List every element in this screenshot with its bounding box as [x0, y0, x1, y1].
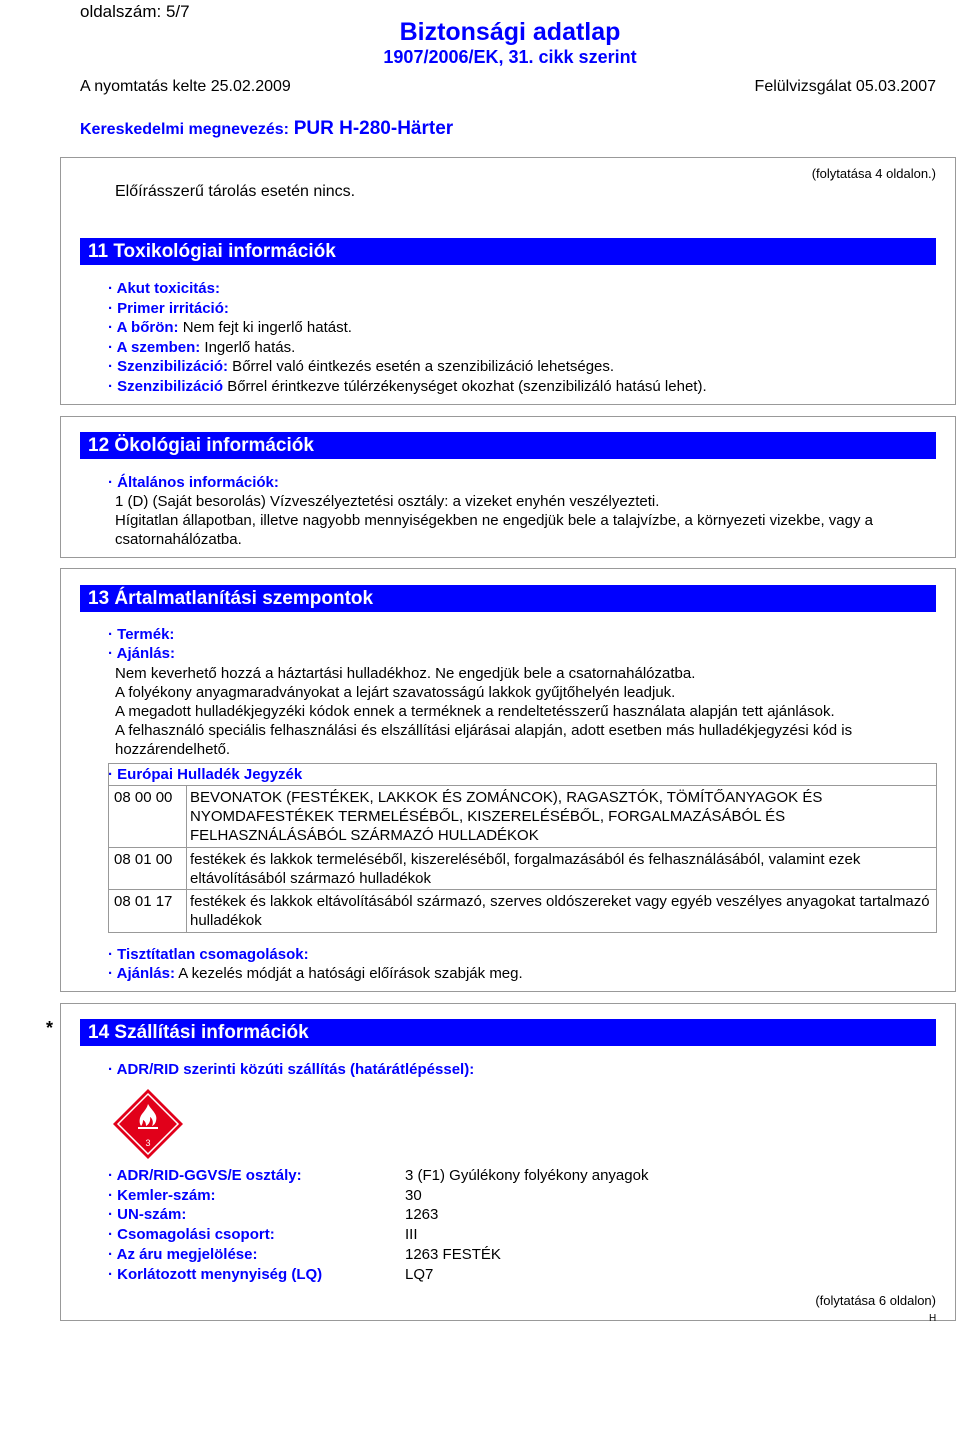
ewc-row	[108, 788, 937, 845]
general-info-label: · Általános információk:	[108, 474, 279, 491]
transport-label: · ADR/RID-GGVS/E osztály:	[108, 1167, 302, 1184]
tox-label: · A szemben:	[108, 338, 201, 356]
storage-note: Előírásszerű tárolás esetén nincs.	[115, 183, 356, 200]
trade-name: PUR H-280-Härter	[293, 118, 454, 139]
trade-name-label: Kereskedelmi megnevezés:	[80, 121, 289, 138]
revision-star: *	[46, 1018, 54, 1038]
ewc-code: 08 01 00	[114, 851, 173, 868]
tox-label: · Szenzibilizáció:	[108, 358, 229, 375]
section-14-title: 14 Szállítási információk	[80, 1019, 936, 1046]
packaging-recommendation	[108, 964, 523, 983]
recommendation-line: A megadott hulladékjegyzéki kódok ennek a terméknek a rendeltetésszerű használata alapján tett ajánlások.	[115, 703, 835, 720]
ewc-code: 08 00 00	[114, 789, 173, 806]
transport-value: 30	[405, 1186, 422, 1204]
transport-value: 1263 FESTÉK	[405, 1245, 501, 1263]
ewc-label: · Európai Hulladék Jegyzék	[108, 766, 303, 783]
trade-name-row	[80, 118, 453, 140]
tox-label: · Primer irritáció:	[108, 299, 229, 317]
transport-value: LQ7	[405, 1265, 434, 1283]
flammable-hazard-icon	[112, 1088, 184, 1160]
transport-label: · Az áru megjelölése:	[108, 1245, 258, 1263]
ewc-description: BEVONATOK (FESTÉKEK, LAKKOK ÉS ZOMÁNCOK), RAGASZTÓK, TÖMÍTŐANYAGOK ÉS NYOMDAFESTÉKEK TERMELÉSÉBŐL, KISZERELÉSÉBŐL, FORGALMAZÁSÁBÓL ÉS FELHASZNÁLÁSÁBÓL SZÁRMAZÓ HULLADÉKOK	[190, 789, 823, 844]
ewc-divider	[108, 785, 937, 786]
recommendation-label: · Ajánlás:	[108, 645, 175, 662]
tox-line	[108, 377, 707, 396]
tox-label: · A bőrön:	[108, 319, 179, 336]
tox-text: Ingerlő hatás.	[200, 338, 296, 356]
transport-value: III	[405, 1226, 418, 1244]
tox-text: Nem fejt ki ingerlő hatást.	[178, 319, 352, 336]
environment-text: Hígitatlan állapotban, illetve nagyobb mennyiségekben ne engedjük bele a talajvízbe, a környezeti vizekbe, vagy a csatornahálózatba.	[115, 512, 873, 548]
print-date: A nyomtatás kelte 25.02.2009	[80, 78, 291, 95]
tox-line	[108, 279, 220, 298]
packaging-recommendation-label: · Ajánlás:	[108, 965, 175, 982]
transport-label: · Kemler-szám:	[108, 1186, 216, 1204]
review-date: Felülvizsgálat 05.03.2007	[754, 78, 936, 95]
ewc-column-divider	[186, 785, 187, 933]
tox-line	[108, 357, 614, 376]
uncleaned-packaging-label: · Tisztítatlan csomagolások:	[108, 946, 309, 963]
ewc-row	[108, 892, 937, 930]
transport-value: 1263	[405, 1206, 439, 1224]
tox-label: · Szenzibilizáció	[108, 377, 224, 395]
document-title: Biztonsági adatlap	[399, 18, 621, 46]
ewc-divider	[108, 847, 937, 848]
document-subtitle: 1907/2006/EK, 31. cikk szerint	[383, 47, 637, 67]
packaging-recommendation-text: A kezelés módját a hatósági előírások szabják meg.	[174, 965, 523, 982]
transport-value: 3 (F1) Gyúlékony folyékony anyagok	[405, 1167, 649, 1184]
tox-line	[108, 299, 229, 318]
tox-text: Bőrrel érintkezve túlérzékenységet okozhat (szenzibilizáló hatású lehet).	[223, 377, 707, 395]
section-12-title: 12 Ökológiai információk	[80, 432, 936, 459]
tox-text: Bőrrel való éintkezés esetén a szenzibilizáció lehetséges.	[228, 358, 615, 375]
transport-label: · Korlátozott menynyiség (LQ)	[108, 1265, 323, 1283]
transport-label: · Csomagolási csoport:	[108, 1226, 275, 1244]
tox-line	[108, 338, 295, 357]
hazard-class-number: 3	[145, 1138, 151, 1148]
footer-mark: H	[929, 1313, 937, 1324]
adr-rid-label: · ADR/RID szerinti közúti szállítás (határátlépéssel):	[108, 1061, 475, 1078]
ewc-description: festékek és lakkok eltávolításából származó, szerves oldószereket vagy egyéb veszélyes anyagokat tartalmazó hulladékok	[190, 893, 930, 929]
recommendation-line: A felhasználó speciális felhasználási és elszállítási eljárásai alapján, adott esetben más hulladékjegyzési kód is hozzárendelhető.	[115, 722, 853, 758]
transport-label: · UN-szám:	[108, 1206, 187, 1224]
continued-from: (folytatása 4 oldalon.)	[811, 166, 936, 181]
ewc-row	[108, 850, 937, 888]
water-hazard-text: 1 (D) (Saját besorolás) Vízveszélyeztetési osztály: a vizeket enyhén veszélyezteti.	[115, 493, 660, 510]
ewc-description: festékek és lakkok termeléséből, kiszereléséből, forgalmazásából és felhasználásából, valamint ezek eltávolításából származó hulladékok	[190, 851, 861, 887]
tox-label: · Akut toxicitás:	[108, 280, 220, 297]
section-11-title: 11 Toxikológiai információk	[80, 238, 936, 265]
ewc-divider	[108, 889, 937, 890]
continued-to: (folytatása 6 oldalon)	[815, 1293, 936, 1308]
recommendation-line: Nem keverhető hozzá a háztartási hulladékhoz. Ne engedjük bele a csatornahálózatba.	[115, 665, 696, 682]
recommendation-line: A folyékony anyagmaradványokat a lejárt szavatosságú lakkok gyűjtőhelyén leadjuk.	[115, 684, 676, 701]
product-label: · Termék:	[108, 626, 175, 643]
section-13-title: 13 Ártalmatlanítási szempontok	[80, 585, 936, 612]
page-number: oldalszám: 5/7	[80, 2, 190, 21]
tox-line	[108, 318, 352, 337]
ewc-code: 08 01 17	[114, 893, 173, 910]
